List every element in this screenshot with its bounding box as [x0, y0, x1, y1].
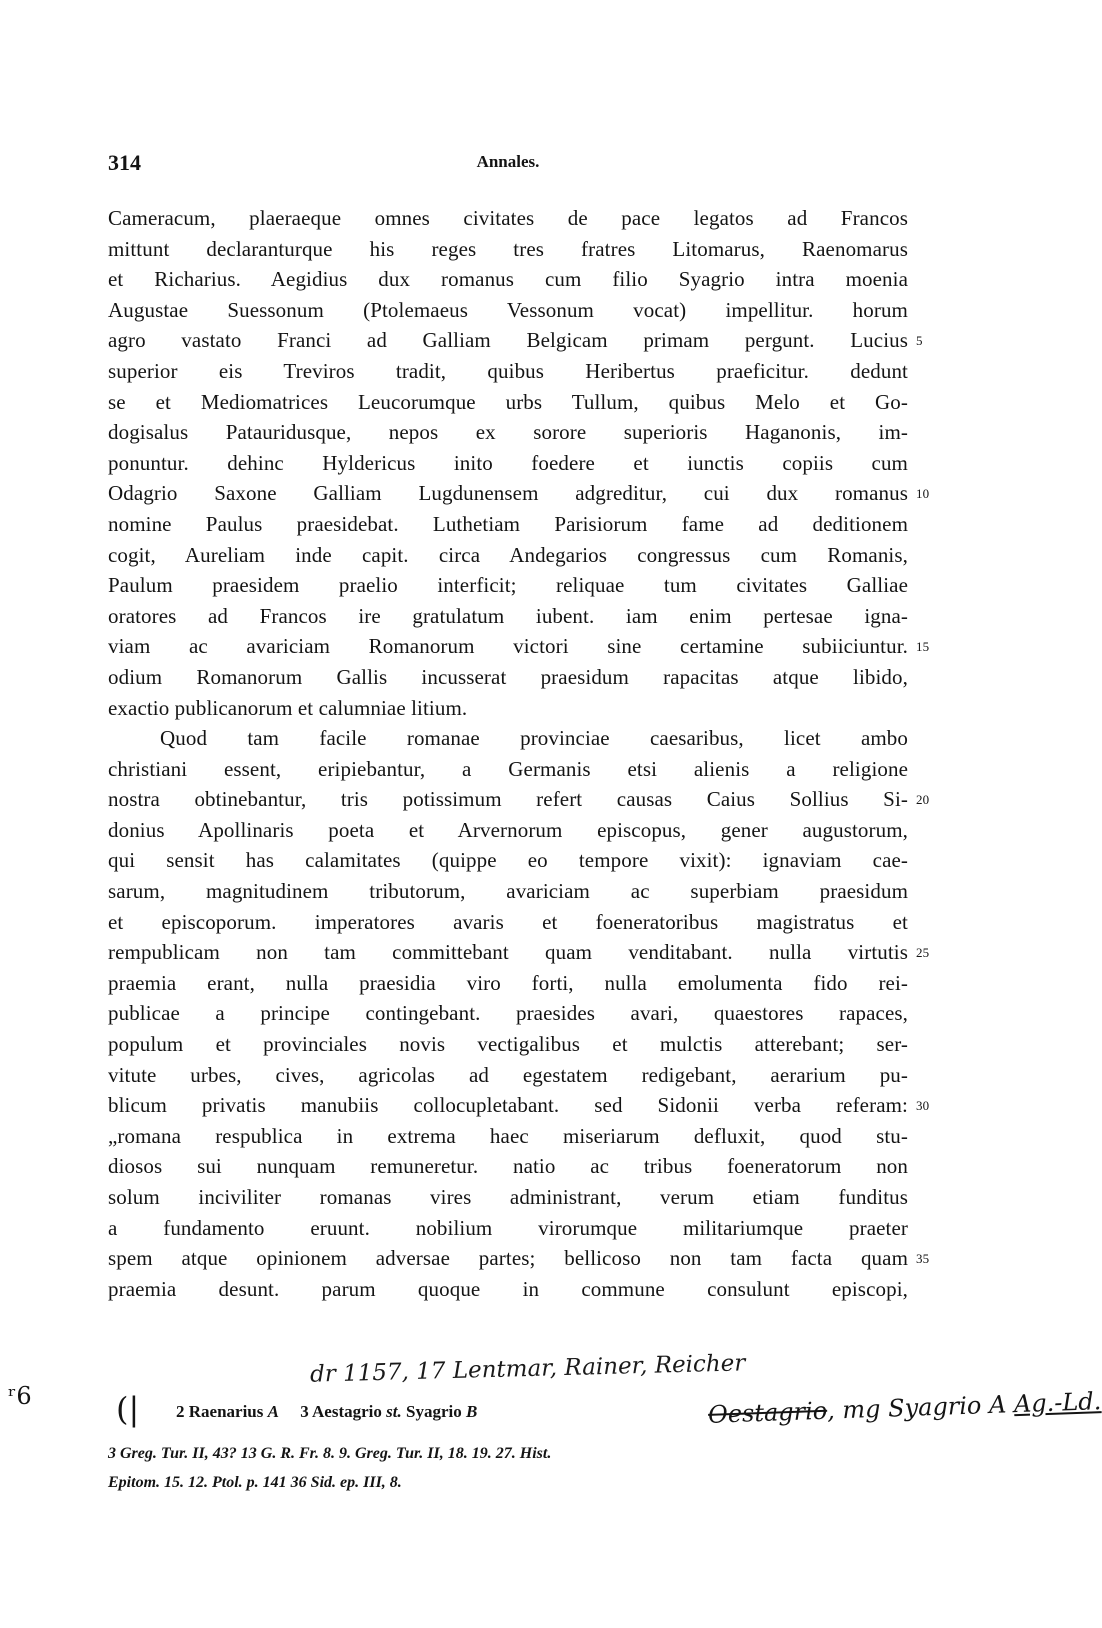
text-line — [108, 937, 930, 968]
text-line — [108, 417, 908, 448]
text-line — [108, 387, 908, 418]
sources-line-2: Epitom. 15. 12. Ptol. p. 141 36 Sid. ep. III, 8. — [108, 1474, 402, 1491]
text-line-content: Paulum praesidem praelio interficit; reliquae tum civitates Galliae — [108, 573, 908, 598]
text-line — [108, 601, 908, 632]
text-line — [108, 845, 908, 876]
apparatus-entry-1: 2 Raenarius — [176, 1402, 264, 1421]
text-line-content: ponuntur. dehinc Hyldericus inito foedere et iunctis copiis cum — [108, 450, 908, 475]
text-line — [108, 509, 908, 540]
text-line — [108, 325, 923, 356]
text-line — [108, 540, 908, 571]
line-number: 5 — [916, 333, 923, 349]
text-line — [108, 1151, 908, 1182]
text-line — [108, 907, 908, 938]
text-line-content: diosos sui nunquam remuneretur. natio ac tribus foeneratorum non — [108, 1154, 908, 1179]
apparatus-st: st. — [386, 1402, 402, 1421]
text-line-content: „romana respublica in extrema haec miseriarum defluxit, quod stu- — [108, 1123, 908, 1148]
line-number: 30 — [916, 1098, 930, 1114]
handwritten-bracket: (| — [116, 1390, 140, 1428]
text-line-content: cogit, Aureliam inde capit. circa Andegarios congressus cum Romanis, — [108, 542, 908, 567]
text-line — [108, 1029, 908, 1060]
text-line — [108, 570, 908, 601]
text-line-content: et Richarius. Aegidius dux romanus cum filio Syagrio intra moenia — [108, 267, 908, 292]
text-line — [108, 631, 930, 662]
line-number: 20 — [916, 792, 930, 808]
text-line-content: Cameracum, plaeraeque omnes civitates de pace legatos ad Francos — [108, 206, 908, 230]
text-line — [108, 234, 908, 265]
text-line — [108, 1213, 908, 1244]
handwritten-correction: , mg Syagrio A — [826, 1390, 1007, 1425]
text-line — [108, 356, 908, 387]
critical-apparatus — [108, 1387, 1102, 1430]
text-line — [108, 784, 930, 815]
text-line-content: dogisalus Patauridusque, nepos ex sorore superioris Haganonis, im- — [108, 420, 908, 445]
apparatus-siglum-1: A — [267, 1402, 279, 1421]
text-line-content: mittunt declaranturque his reges tres fratres Litomarus, Raenomarus — [108, 236, 908, 261]
main-text — [108, 203, 930, 1304]
text-line-content: publicae a principe contingebant. praesides avari, quaestores rapaces, — [108, 1001, 908, 1026]
text-line — [108, 478, 930, 509]
text-line-content: et episcoporum. imperatores avaris et foeneratoribus magistratus et — [108, 909, 908, 934]
text-line-content: agro vastato Franci ad Galliam Belgicam primam pergunt. Lucius — [108, 328, 908, 353]
handwritten-signature: Ag.-Ld. — [1013, 1387, 1102, 1419]
text-line-content: praemia erant, nulla praesidia viro forti, nulla emolumenta fido rei- — [108, 970, 908, 995]
line-number: 25 — [916, 945, 930, 961]
text-line-content: spem atque opinionem adversae partes; bellicoso non tam facta quam — [108, 1246, 908, 1271]
line-number: 15 — [916, 639, 930, 655]
text-line-content: christiani essent, eripiebantur, a Germanis etsi alienis a religione — [108, 756, 908, 781]
text-line — [108, 295, 908, 326]
text-line-content: exactio publicanorum et calumniae litium. — [108, 695, 468, 720]
text-line-content: donius Apollinaris poeta et Arvernorum episcopus, gener augustorum, — [108, 817, 908, 842]
text-line-content: nostra obtinebantur, tris potissimum refert causas Caius Sollius Si- — [108, 787, 908, 812]
running-title: Annales. — [476, 152, 540, 171]
text-line-content: oratores ad Francos ire gratulatum iubent. iam enim pertesae igna- — [108, 603, 908, 628]
text-line — [108, 1182, 908, 1213]
margin-handwritten-mark: ʳ6 — [8, 1382, 32, 1410]
apparatus-entry-2-reading: Syagrio — [406, 1402, 462, 1421]
text-line — [108, 968, 908, 999]
text-line — [108, 1060, 908, 1091]
text-line-content: a fundamento eruunt. nobilium virorumque militariumque praeter — [108, 1215, 908, 1240]
text-line-content: viam ac avariciam Romanorum victori sine certamine subiiciuntur. — [108, 634, 908, 659]
text-line-content: vitute urbes, cives, agricolas ad egestatem redigebant, aerarium pu- — [108, 1062, 908, 1087]
text-line — [108, 723, 908, 754]
handwritten-note-top: dr 1157, 17 Lentmar, Rainer, Reicher — [309, 1350, 746, 1388]
text-line — [108, 203, 908, 234]
page-number: 314 — [108, 150, 141, 175]
text-line — [108, 1090, 930, 1121]
text-line-content: praemia desunt. parum quoque in commune consulunt episcopi, — [108, 1276, 908, 1301]
text-line-content: Quod tam facile romanae provinciae caesaribus, licet ambo — [160, 726, 908, 751]
text-line — [108, 815, 908, 846]
handwritten-note-right — [708, 1387, 1102, 1429]
apparatus-text — [176, 1402, 477, 1422]
text-line-content: sarum, magnitudinem tributorum, avariciam ac superbiam praesidum — [108, 879, 908, 904]
text-line — [108, 1274, 908, 1305]
text-line-content: se et Mediomatrices Leucorumque urbs Tullum, quibus Melo et Go- — [108, 389, 908, 414]
text-line — [108, 662, 908, 693]
line-number: 35 — [916, 1251, 930, 1267]
text-line-content: rempublicam non tam committebant quam venditabant. nulla virtutis — [108, 940, 908, 965]
text-line-content: populum et provinciales novis vectigalibus et mulctis atterebant; ser- — [108, 1032, 908, 1057]
text-line — [108, 998, 908, 1029]
handwritten-struck-word: Oestagrio — [707, 1396, 828, 1429]
line-number: 10 — [916, 486, 930, 502]
text-line-content: solum inciviliter romanas vires administrant, verum etiam funditus — [108, 1185, 908, 1209]
text-line — [108, 448, 908, 479]
text-line-content: Odagrio Saxone Galliam Lugdunensem adgreditur, cui dux romanus — [108, 481, 908, 506]
text-line-content: qui sensit has calamitates (quippe eo tempore vixit): ignaviam cae- — [108, 848, 908, 873]
text-line — [108, 876, 908, 907]
text-line-content: superior eis Treviros tradit, quibus Heribertus praeficitur. dedunt — [108, 358, 908, 383]
sources-line-1: 3 Greg. Tur. II, 43? 13 G. R. Fr. 8. 9. Greg. Tur. II, 18. 19. 27. Hist. — [108, 1445, 552, 1462]
text-line — [108, 1243, 930, 1274]
text-line — [108, 1121, 908, 1152]
text-line-content: Augustae Suessonum (Ptolemaeus Vessonum vocat) impellitur. horum — [108, 297, 908, 322]
text-line — [108, 754, 908, 785]
text-line-content: odium Romanorum Gallis incusserat praesidum rapacitas atque libido, — [108, 664, 908, 689]
apparatus-siglum-2: B — [465, 1402, 478, 1421]
page-header — [108, 150, 908, 180]
text-line-content: blicum privatis manubiis collocupletabant. sed Sidonii verba referam: — [108, 1093, 908, 1118]
text-line — [108, 693, 908, 724]
text-line-content: nomine Paulus praesidebat. Luthetiam Parisiorum fame ad deditionem — [108, 511, 908, 536]
text-line — [108, 264, 908, 295]
apparatus-entry-2: 3 Aestagrio — [300, 1402, 382, 1421]
